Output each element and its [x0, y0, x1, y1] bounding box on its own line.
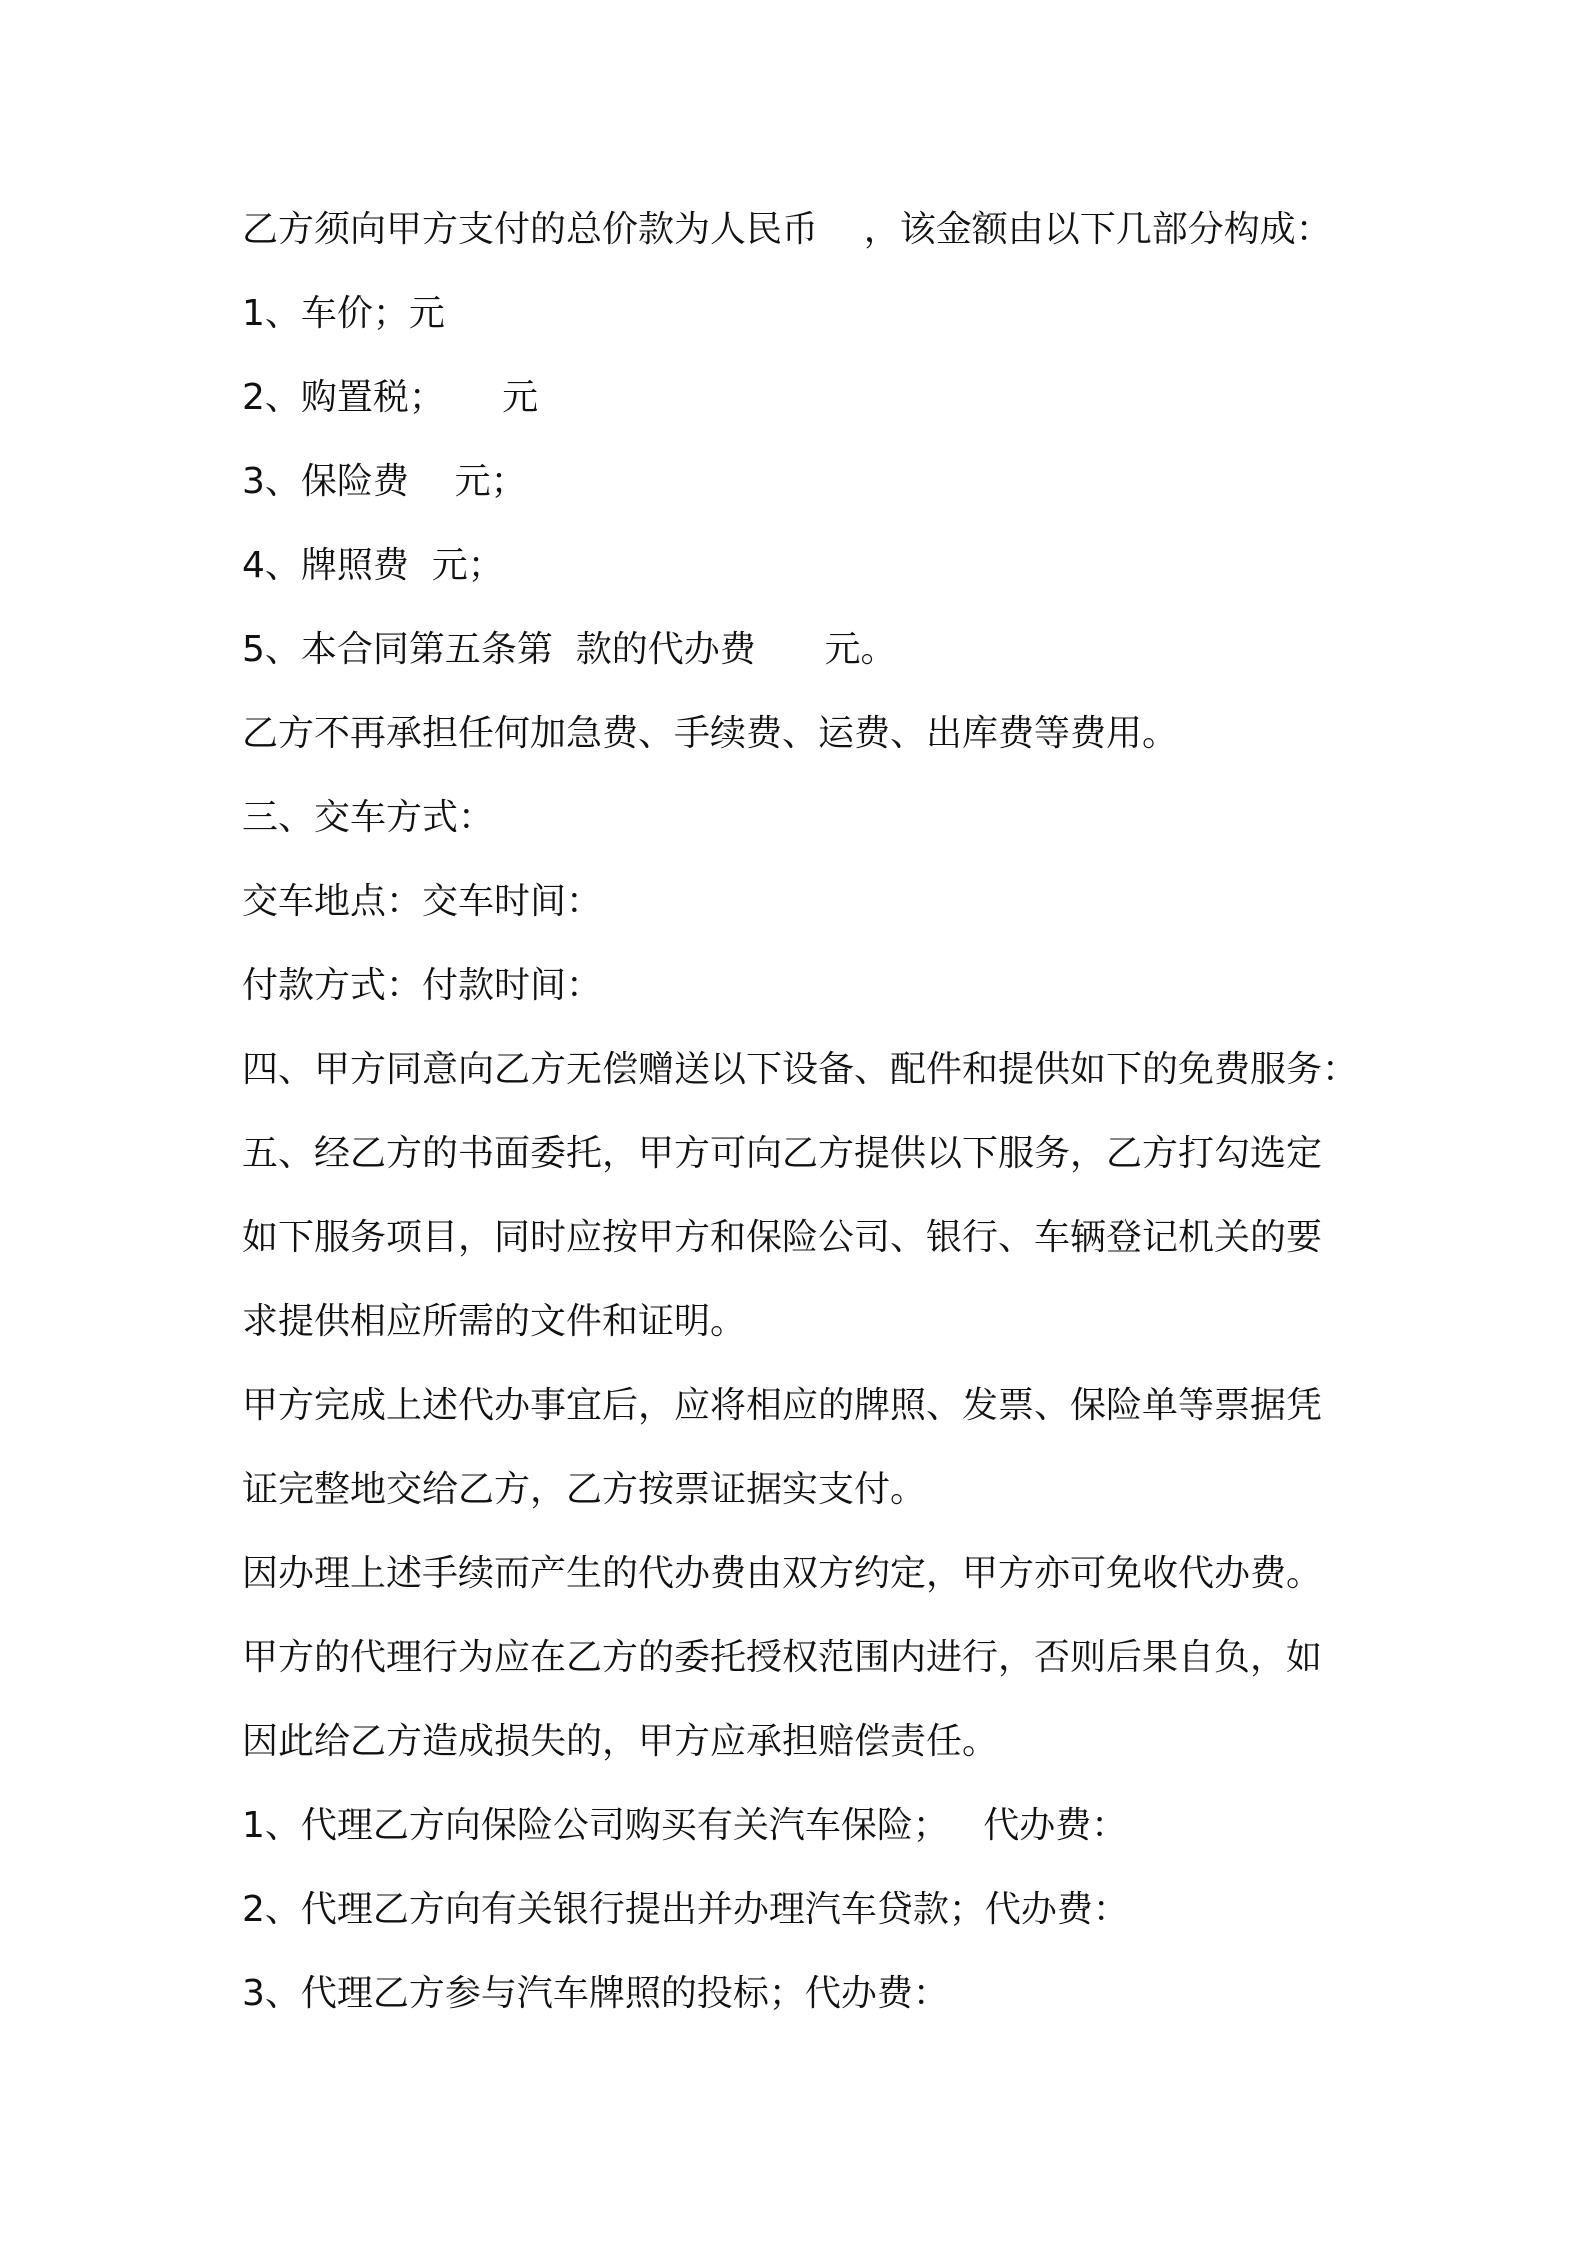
section-five-line-2: 如下服务项目，同时应按甲方和保险公司、银行、车辆登记机关的要 [242, 1217, 1323, 1258]
total-price-intro: 乙方须向甲方支付的总价款为人民币 ，该金额由以下几部分构成： [242, 209, 1332, 250]
section-four: 四、甲方同意向乙方无偿赠送以下设备、配件和提供如下的免费服务： [242, 1049, 1359, 1090]
item-car-price: 1、车价；元 [242, 293, 445, 334]
agency-fee-agreement: 因办理上述手续而产生的代办费由双方约定，甲方亦可免收代办费。 [242, 1553, 1323, 1594]
section-five-line-3: 求提供相应所需的文件和证明。 [242, 1301, 747, 1342]
item-insurance-fee: 3、保险费 元； [242, 461, 527, 502]
service-insurance: 1、代理乙方向保险公司购买有关汽车保险； 代办费： [242, 1805, 1128, 1846]
service-license-bid: 3、代理乙方参与汽车牌照的投标；代办费： [242, 1973, 949, 2014]
section-three-heading: 三、交车方式： [242, 797, 495, 838]
agency-scope-line-1: 甲方的代理行为应在乙方的委托授权范围内进行，否则后果自负，如 [242, 1637, 1323, 1678]
item-purchase-tax: 2、购置税； 元 [242, 377, 539, 418]
agency-scope-line-2: 因此给乙方造成损失的，甲方应承担赔偿责任。 [242, 1721, 999, 1762]
service-loan: 2、代理乙方向有关银行提出并办理汽车贷款；代办费： [242, 1889, 1129, 1930]
item-license-fee: 4、牌照费 元； [242, 545, 504, 586]
completion-paragraph-line-2: 证完整地交给乙方，乙方按票证据实支付。 [242, 1469, 927, 1510]
completion-paragraph-line-1: 甲方完成上述代办事宜后，应将相应的牌照、发票、保险单等票据凭 [242, 1385, 1323, 1426]
no-extra-fees: 乙方不再承担任何加急费、手续费、运费、出库费等费用。 [242, 713, 1179, 754]
payment-method-time: 付款方式：付款时间： [242, 965, 603, 1006]
section-five-line-1: 五、经乙方的书面委托，甲方可向乙方提供以下服务，乙方打勾选定 [242, 1133, 1323, 1174]
item-agency-fee: 5、本合同第五条第 款的代办费 元。 [242, 629, 897, 670]
delivery-place-time: 交车地点：交车时间： [242, 881, 603, 922]
